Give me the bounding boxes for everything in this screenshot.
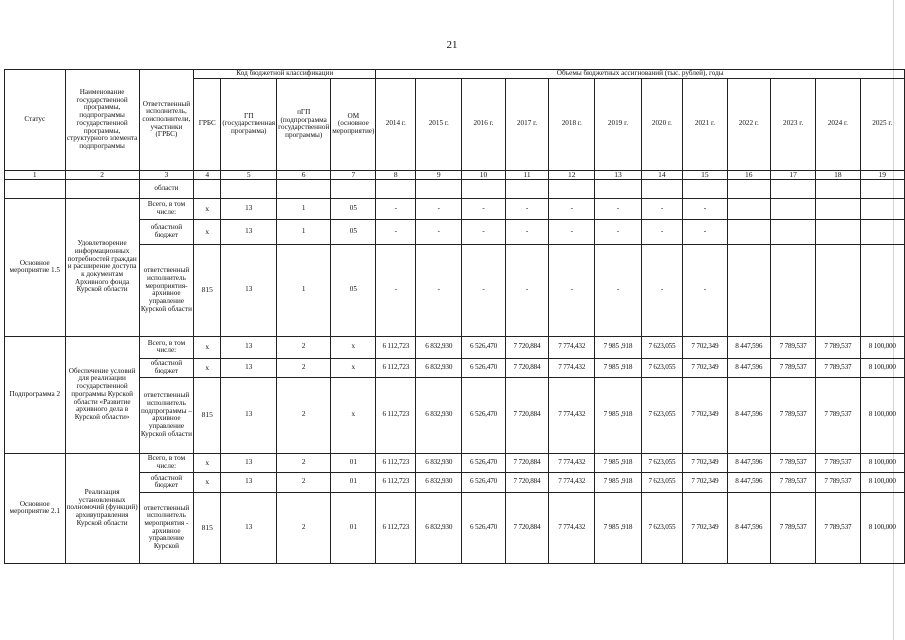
value-cell: - [549, 219, 595, 244]
value-cell: 6 112,723 [376, 358, 416, 377]
header-name: Наименование государственной программы, подпрограммы государственной программы, структурного элемента подпрограммы [65, 70, 139, 171]
column-number: 19 [860, 170, 904, 179]
column-number: 17 [771, 170, 816, 179]
responsible-cell: Всего, в том числе: [139, 453, 194, 472]
name-cell: Удовлетворение информационных потребностей граждан и расширение доступа к документам Архивного фонда Курской области [65, 198, 139, 336]
om-cell: 01 [331, 492, 376, 563]
value-cell: - [683, 244, 727, 336]
value-cell: 8 447,596 [727, 472, 770, 492]
header-year: 2019 г. [595, 78, 641, 170]
grbs-cell: x [194, 453, 221, 472]
page-number: 21 [446, 39, 458, 51]
header-responsible: Ответственный исполнитель, соисполнители, участники (ГРБС) [139, 70, 194, 171]
value-cell: 7 774,432 [549, 358, 595, 377]
grbs-cell: 815 [194, 492, 221, 563]
status-cell: Подпрограмма 2 [5, 336, 66, 453]
pgp-cell: 1 [277, 219, 331, 244]
value-cell: 7 774,432 [549, 453, 595, 472]
header-grbs: ГРБС [194, 78, 221, 170]
value-cell: 7 985 ,918 [595, 472, 641, 492]
table-row [5, 358, 905, 377]
value-cell: - [641, 244, 683, 336]
gp-cell: 13 [221, 336, 277, 358]
gp-cell: 13 [221, 492, 277, 563]
header-budget-code: Код бюджетной классификации [194, 70, 376, 79]
table-row [5, 377, 905, 453]
value-cell: 7 789,537 [816, 358, 860, 377]
value-cell: 8 100,000 [860, 358, 904, 377]
value-cell: 6 526,470 [462, 336, 505, 358]
value-cell: 7 623,055 [641, 472, 683, 492]
header-year: 2016 г. [462, 78, 505, 170]
om-cell: 05 [331, 219, 376, 244]
value-cell: - [376, 219, 416, 244]
grbs-cell: x [194, 358, 221, 377]
value-cell: 7 789,537 [771, 336, 816, 358]
value-cell: 7 702,349 [683, 358, 727, 377]
value-cell: 7 720,884 [505, 377, 548, 453]
header-volumes: Объемы бюджетных ассигнований (тыс. рублей), годы [376, 70, 905, 79]
name-cell: Обеспечение условий для реализации государственной программы Курской области «Развитие архивного дела в Курской области» [65, 336, 139, 453]
value-cell [727, 198, 770, 219]
value-cell: 7 702,349 [683, 453, 727, 472]
header-year: 2015 г. [416, 78, 462, 170]
header-status: Статус [5, 70, 66, 171]
value-cell: - [505, 198, 548, 219]
responsible-cell: областной бюджет [139, 472, 194, 492]
value-cell [771, 244, 816, 336]
value-cell: 8 447,596 [727, 492, 770, 563]
header-gp: ГП (государственная программа) [221, 78, 277, 170]
column-number: 18 [816, 170, 860, 179]
table-row [5, 472, 905, 492]
value-cell: 7 623,055 [641, 358, 683, 377]
value-cell: - [549, 244, 595, 336]
value-cell: 7 789,537 [816, 453, 860, 472]
grbs-cell: x [194, 336, 221, 358]
value-cell: - [462, 219, 505, 244]
top-cropped-text [0, 0, 905, 8]
value-cell: 7 985 ,918 [595, 492, 641, 563]
responsible-cell: Всего, в том числе: [139, 336, 194, 358]
column-number: 5 [221, 170, 277, 179]
column-number: 6 [277, 170, 331, 179]
value-cell: 7 702,349 [683, 377, 727, 453]
value-cell: - [641, 219, 683, 244]
pgp-cell: 2 [277, 358, 331, 377]
value-cell: 7 985 ,918 [595, 358, 641, 377]
responsible-cell: областной бюджет [139, 219, 194, 244]
value-cell: 7 720,884 [505, 336, 548, 358]
continuation-responsible: области [139, 179, 194, 198]
grbs-cell: 815 [194, 377, 221, 453]
header-year: 2014 г. [376, 78, 416, 170]
value-cell: 6 112,723 [376, 377, 416, 453]
header-om: ОМ (основное мероприятие) [331, 78, 376, 170]
om-cell: x [331, 358, 376, 377]
column-number: 15 [683, 170, 727, 179]
value-cell: 7 702,349 [683, 336, 727, 358]
header-year: 2025 г. [860, 78, 904, 170]
value-cell: - [641, 198, 683, 219]
value-cell: - [376, 244, 416, 336]
value-cell: 7 720,884 [505, 472, 548, 492]
value-cell: 6 112,723 [376, 472, 416, 492]
column-number: 1 [5, 170, 66, 179]
gp-cell: 13 [221, 453, 277, 472]
value-cell: 7 774,432 [549, 492, 595, 563]
value-cell: 7 774,432 [549, 377, 595, 453]
value-cell: 6 832,930 [416, 492, 462, 563]
pgp-cell: 1 [277, 198, 331, 219]
pgp-cell: 2 [277, 492, 331, 563]
value-cell: 7 789,537 [771, 472, 816, 492]
continuation-name [65, 179, 139, 198]
value-cell [860, 219, 904, 244]
pgp-cell: 1 [277, 244, 331, 336]
value-cell: 8 447,596 [727, 336, 770, 358]
value-cell: 6 526,470 [462, 453, 505, 472]
value-cell: - [549, 198, 595, 219]
value-cell: 7 774,432 [549, 472, 595, 492]
value-cell: 7 789,537 [771, 358, 816, 377]
value-cell: 7 702,349 [683, 492, 727, 563]
value-cell: 7 789,537 [771, 492, 816, 563]
om-cell: 05 [331, 244, 376, 336]
gp-cell: 13 [221, 358, 277, 377]
value-cell: - [416, 198, 462, 219]
column-number: 3 [139, 170, 194, 179]
budget-table [4, 69, 905, 564]
value-cell: 6 526,470 [462, 377, 505, 453]
status-cell: Основное мероприятие 2.1 [5, 453, 66, 563]
value-cell: 8 100,000 [860, 453, 904, 472]
value-cell: 7 623,055 [641, 492, 683, 563]
value-cell [860, 244, 904, 336]
value-cell: 7 789,537 [771, 377, 816, 453]
column-number: 11 [505, 170, 548, 179]
value-cell: 6 112,723 [376, 336, 416, 358]
gp-cell: 13 [221, 244, 277, 336]
grbs-cell: x [194, 472, 221, 492]
header-year: 2023 г. [771, 78, 816, 170]
value-cell: 8 447,596 [727, 358, 770, 377]
value-cell [727, 244, 770, 336]
value-cell: 6 526,470 [462, 358, 505, 377]
value-cell: 7 985 ,918 [595, 377, 641, 453]
value-cell: 6 832,930 [416, 453, 462, 472]
value-cell [816, 244, 860, 336]
header-year: 2020 г. [641, 78, 683, 170]
header-year: 2017 г. [505, 78, 548, 170]
value-cell [727, 219, 770, 244]
value-cell: 6 832,930 [416, 472, 462, 492]
value-cell: 7 623,055 [641, 377, 683, 453]
value-cell: 6 832,930 [416, 336, 462, 358]
value-cell: - [505, 244, 548, 336]
grbs-cell: 815 [194, 244, 221, 336]
value-cell: - [462, 244, 505, 336]
value-cell: - [462, 198, 505, 219]
value-cell: 6 832,930 [416, 358, 462, 377]
value-cell: - [416, 244, 462, 336]
value-cell [771, 219, 816, 244]
gp-cell: 13 [221, 377, 277, 453]
om-cell: 05 [331, 198, 376, 219]
value-cell: 8 447,596 [727, 377, 770, 453]
value-cell: 8 100,000 [860, 472, 904, 492]
header-year: 2024 г. [816, 78, 860, 170]
header-year: 2018 г. [549, 78, 595, 170]
header-pgp: пГП (подпрограмма государственной программы) [277, 78, 331, 170]
column-number: 12 [549, 170, 595, 179]
om-cell: x [331, 377, 376, 453]
value-cell: - [505, 219, 548, 244]
value-cell: 8 100,000 [860, 492, 904, 563]
responsible-cell: ответственный исполнитель мероприятия - архивное управление Курской [139, 492, 194, 563]
value-cell [860, 198, 904, 219]
value-cell: 7 774,432 [549, 336, 595, 358]
pgp-cell: 2 [277, 377, 331, 453]
column-number: 8 [376, 170, 416, 179]
value-cell: - [595, 219, 641, 244]
column-number: 9 [416, 170, 462, 179]
value-cell: 8 447,596 [727, 453, 770, 472]
om-cell: 01 [331, 453, 376, 472]
table-row [5, 219, 905, 244]
om-cell: x [331, 336, 376, 358]
value-cell: 7 702,349 [683, 472, 727, 492]
table-row [5, 492, 905, 563]
value-cell: - [376, 198, 416, 219]
value-cell: 8 100,000 [860, 336, 904, 358]
status-cell: Основное мероприятие 1.5 [5, 198, 66, 336]
value-cell: 6 832,930 [416, 377, 462, 453]
table-row [5, 244, 905, 336]
grbs-cell: x [194, 219, 221, 244]
top-cropped-line [262, 0, 510, 4]
value-cell [816, 219, 860, 244]
gp-cell: 13 [221, 198, 277, 219]
value-cell: 7 720,884 [505, 453, 548, 472]
value-cell: 7 985 ,918 [595, 336, 641, 358]
value-cell: 7 720,884 [505, 358, 548, 377]
value-cell: 7 789,537 [816, 492, 860, 563]
column-number: 2 [65, 170, 139, 179]
pgp-cell: 2 [277, 336, 331, 358]
value-cell: - [683, 198, 727, 219]
value-cell: 7 789,537 [771, 453, 816, 472]
gp-cell: 13 [221, 472, 277, 492]
value-cell: - [595, 244, 641, 336]
value-cell: - [595, 198, 641, 219]
value-cell: 7 789,537 [816, 377, 860, 453]
name-cell: Реализация установленных полномочий (функций) архивуправления Курской области [65, 453, 139, 563]
value-cell: 7 985 ,918 [595, 453, 641, 472]
value-cell: - [416, 219, 462, 244]
value-cell: 6 112,723 [376, 492, 416, 563]
value-cell: 7 623,055 [641, 336, 683, 358]
responsible-cell: ответственный исполнитель мероприятия- архивное управление Курской области [139, 244, 194, 336]
column-number: 14 [641, 170, 683, 179]
value-cell [816, 198, 860, 219]
header-year: 2021 г. [683, 78, 727, 170]
value-cell: 6 526,470 [462, 492, 505, 563]
value-cell [771, 198, 816, 219]
value-cell: 7 720,884 [505, 492, 548, 563]
column-number: 7 [331, 170, 376, 179]
header-year: 2022 г. [727, 78, 770, 170]
continuation-status [5, 179, 66, 198]
value-cell: 8 100,000 [860, 377, 904, 453]
pgp-cell: 2 [277, 453, 331, 472]
table-row [5, 453, 905, 472]
value-cell: - [683, 219, 727, 244]
column-number: 16 [727, 170, 770, 179]
table-row [5, 336, 905, 358]
responsible-cell: областной бюджет [139, 358, 194, 377]
responsible-cell: Всего, в том числе: [139, 198, 194, 219]
table-row [5, 198, 905, 219]
responsible-cell: ответственный исполнитель подпрограммы – архивное управление Курской области [139, 377, 194, 453]
column-number: 4 [194, 170, 221, 179]
om-cell: 01 [331, 472, 376, 492]
value-cell: 7 789,537 [816, 336, 860, 358]
value-cell: 7 623,055 [641, 453, 683, 472]
value-cell: 6 526,470 [462, 472, 505, 492]
column-number: 10 [462, 170, 505, 179]
grbs-cell: x [194, 198, 221, 219]
gp-cell: 13 [221, 219, 277, 244]
column-number: 13 [595, 170, 641, 179]
value-cell: 6 112,723 [376, 453, 416, 472]
pgp-cell: 2 [277, 472, 331, 492]
value-cell: 7 789,537 [816, 472, 860, 492]
